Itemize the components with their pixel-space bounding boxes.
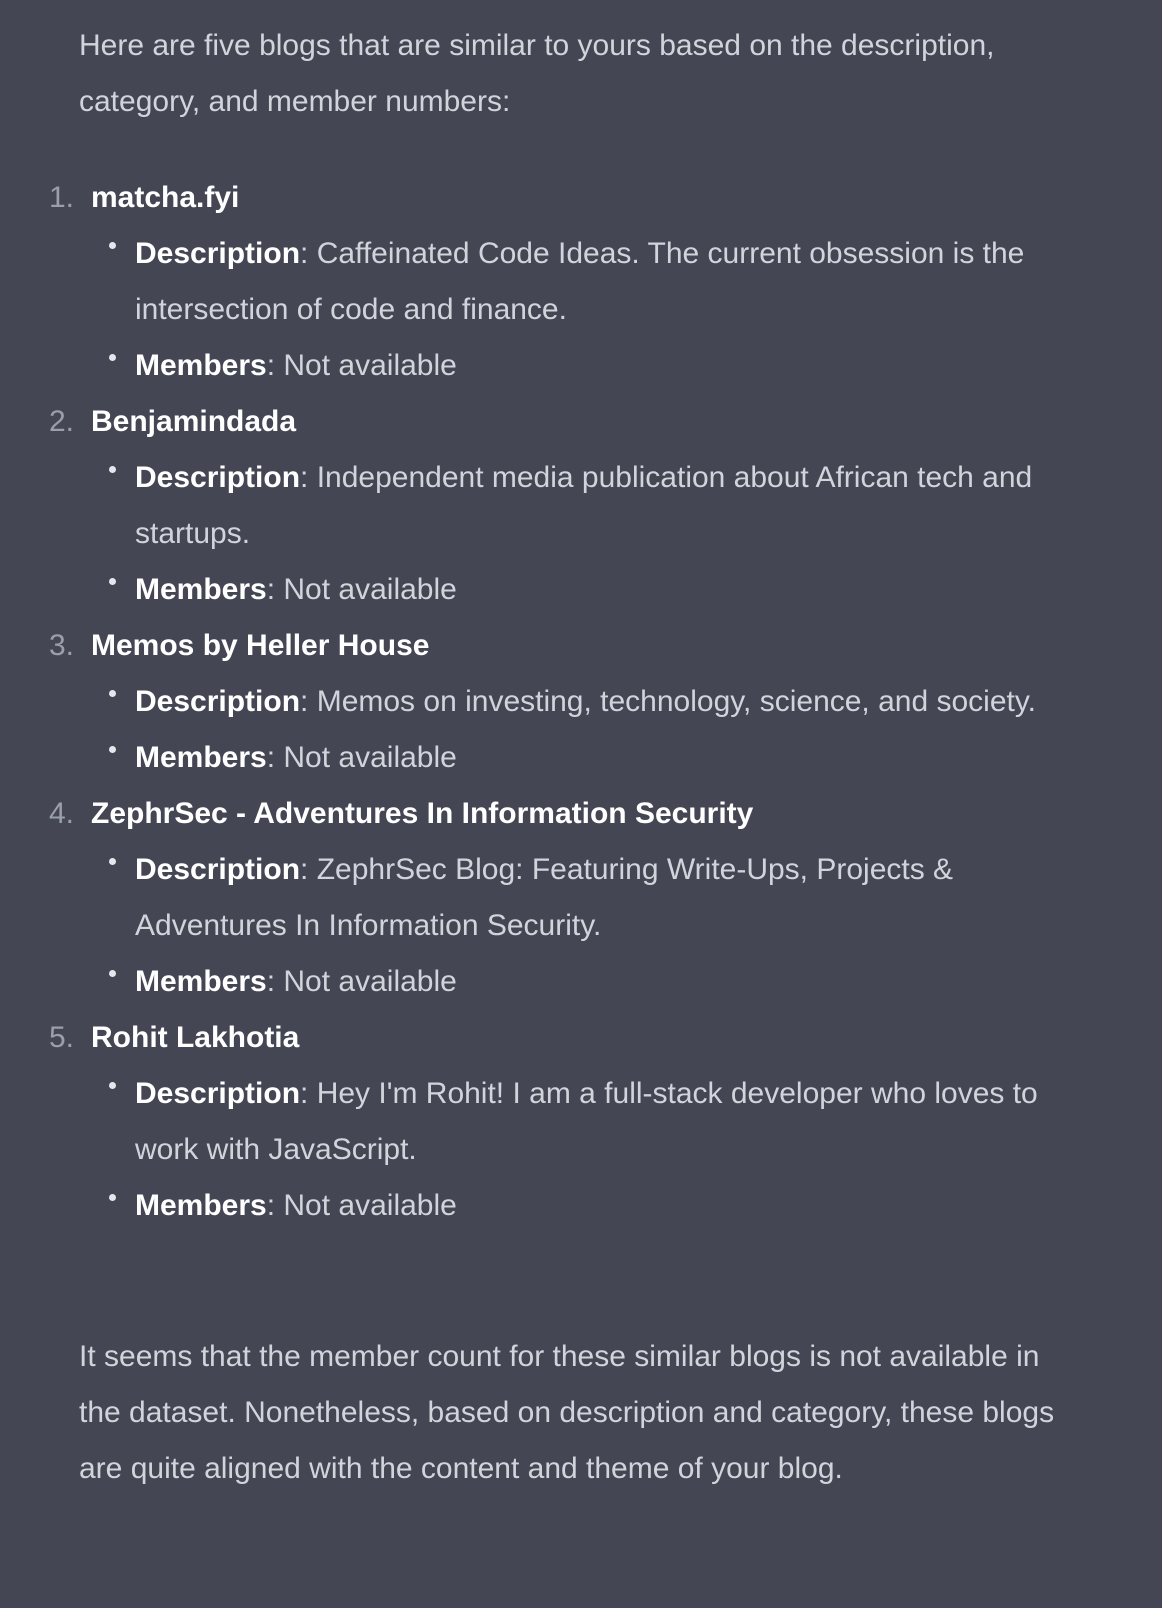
description-text: ZephrSec Blog: Featuring Write-Ups, Projects & Adventures In Information Security. xyxy=(135,853,954,942)
bullet-icon xyxy=(109,242,116,249)
bullet-icon xyxy=(109,690,116,697)
members-value: Not available xyxy=(283,965,457,998)
description-item: Description: ZephrSec Blog: Featuring Write-Ups, Projects & Adventures In Information Security. xyxy=(0,842,1060,954)
blog-heading xyxy=(0,1010,1162,1066)
intro-paragraph: Here are five blogs that are similar to yours based on the description, category, and member numbers: xyxy=(79,29,995,118)
blog-list xyxy=(0,170,1162,1234)
description-label: Description xyxy=(135,1077,301,1110)
blog-details xyxy=(0,226,1162,394)
blog-name: Benjamindada xyxy=(91,405,297,438)
blog-item xyxy=(0,786,1162,1010)
blog-item xyxy=(0,394,1162,618)
members-label: Members xyxy=(135,741,267,774)
members-item: Members: Not available xyxy=(0,954,1060,1010)
bullet-icon xyxy=(109,354,116,361)
blog-details xyxy=(0,450,1162,618)
list-number: 4. xyxy=(49,797,75,830)
bullet-icon xyxy=(109,1194,116,1201)
blog-heading xyxy=(0,170,1162,226)
description-text: Memos on investing, technology, science, and society. xyxy=(316,685,1036,718)
bullet-icon xyxy=(109,746,116,753)
members-item: Members: Not available xyxy=(0,730,1060,786)
blog-name: matcha.fyi xyxy=(91,181,240,214)
blog-name: Rohit Lakhotia xyxy=(91,1021,300,1054)
members-value: Not available xyxy=(283,1189,457,1222)
list-number: 5. xyxy=(49,1021,75,1054)
bullet-icon xyxy=(109,1082,116,1089)
members-value: Not available xyxy=(283,741,457,774)
list-number: 1. xyxy=(49,181,75,214)
members-value: Not available xyxy=(283,573,457,606)
blog-name: ZephrSec - Adventures In Information Security xyxy=(91,797,754,830)
blog-heading xyxy=(0,786,1162,842)
members-label: Members xyxy=(135,965,267,998)
description-label: Description xyxy=(135,853,301,886)
list-number: 2. xyxy=(49,405,75,438)
bullet-icon xyxy=(109,970,116,977)
description-label: Description xyxy=(135,461,301,494)
bullet-icon xyxy=(109,466,116,473)
members-label: Members xyxy=(135,573,267,606)
description-item: Description: Memos on investing, technology, science, and society. xyxy=(0,674,1060,730)
closing-paragraph: It seems that the member count for these similar blogs is not available in the dataset. Nonetheless, based on description and category, these blogs are quite aligned with the content and theme of your blog. xyxy=(79,1340,1055,1485)
blog-details xyxy=(0,674,1162,786)
list-number: 3. xyxy=(49,629,75,662)
blog-details xyxy=(0,1066,1162,1234)
description-item: Description: Caffeinated Code Ideas. The current obsession is the intersection of code and finance. xyxy=(0,226,1060,338)
description-text: Hey I'm Rohit! I am a full-stack developer who loves to work with JavaScript. xyxy=(135,1077,1038,1166)
members-item: Members: Not available xyxy=(0,1178,1060,1234)
blog-details xyxy=(0,842,1162,1010)
description-item: Description: Independent media publication about African tech and startups. xyxy=(0,450,1060,562)
members-label: Members xyxy=(135,1189,267,1222)
description-label: Description xyxy=(135,237,301,270)
bullet-icon xyxy=(109,578,116,585)
description-text: Caffeinated Code Ideas. The current obsession is the intersection of code and finance. xyxy=(135,237,1025,326)
description-text: Independent media publication about African tech and startups. xyxy=(135,461,1033,550)
members-value: Not available xyxy=(283,349,457,382)
description-item: Description: Hey I'm Rohit! I am a full-stack developer who loves to work with JavaScript. xyxy=(0,1066,1060,1178)
members-label: Members xyxy=(135,349,267,382)
blog-item xyxy=(0,618,1162,786)
description-label: Description xyxy=(135,685,301,718)
bullet-icon xyxy=(109,858,116,865)
blog-item xyxy=(0,1010,1162,1234)
blog-heading xyxy=(0,394,1162,450)
blog-item xyxy=(0,170,1162,394)
members-item: Members: Not available xyxy=(0,562,1060,618)
blog-name: Memos by Heller House xyxy=(91,629,430,662)
members-item: Members: Not available xyxy=(0,338,1060,394)
blog-heading xyxy=(0,618,1162,674)
